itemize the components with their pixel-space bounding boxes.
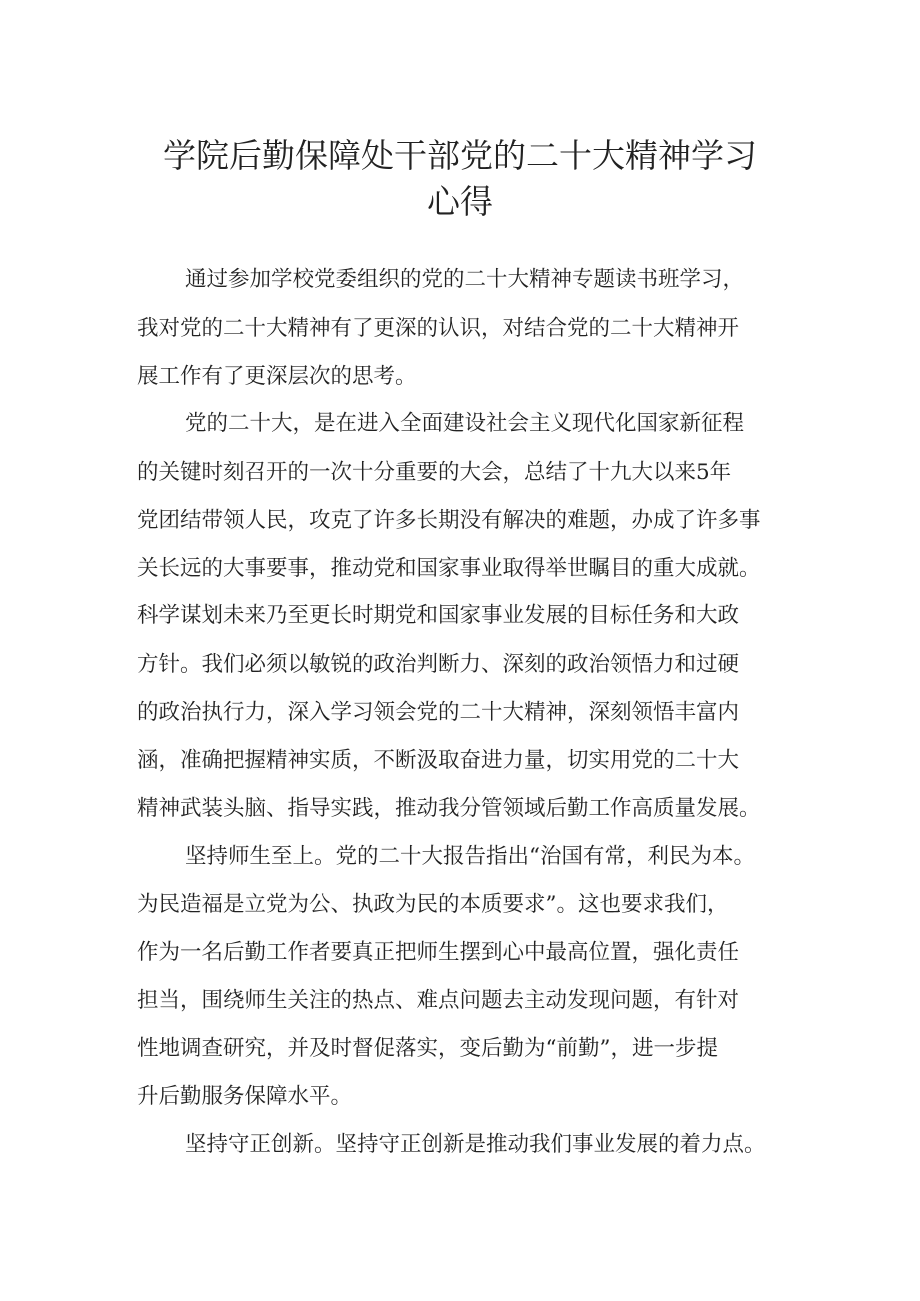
body-line: 坚持师生至上。党的二十大报告指出“治国有常，利民为本。	[185, 844, 755, 869]
body-line: 的政治执行力，深入学习领会党的二十大精神，深刻领悟丰富内	[137, 700, 740, 725]
body-line: 展工作有了更深层次的思考。	[137, 364, 417, 389]
body-line: 党的二十大，是在进入全面建设社会主义现代化国家新征程	[185, 411, 745, 436]
body-line: 我对党的二十大精神有了更深的认识，对结合党的二十大精神开	[137, 316, 740, 341]
body-line: 为民造福是立党为公、执政为民的本质要求”。这也要求我们，	[137, 892, 729, 917]
document-title-line-1: 学院后勤保障处干部党的二十大精神学习	[163, 136, 757, 175]
body-line: 涵，准确把握精神实质，不断汲取奋进力量，切实用党的二十大	[137, 748, 740, 773]
body-line: 关长远的大事要事，推动党和国家事业取得举世瞩目的重大成就。	[137, 556, 761, 581]
body-line: 性地调查研究，并及时督促落实，变后勤为“前勤”，进一步提	[137, 1036, 718, 1061]
body-line: 担当，围绕师生关注的热点、难点问题去主动发现问题，有针对	[137, 988, 740, 1013]
body-line: 通过参加学校党委组织的党的二十大精神专题读书班学习，	[185, 267, 745, 292]
body-line: 作为一名后勤工作者要真正把师生摆到心中最高位置，强化责任	[137, 940, 740, 965]
body-line: 的关键时刻召开的一次十分重要的大会，总结了十九大以来5年	[137, 460, 732, 485]
body-line: 方针。我们必须以敏锐的政治判断力、深刻的政治领悟力和过硬	[137, 652, 740, 677]
document-title-line-2: 心得	[427, 182, 493, 221]
body-line: 升后勤服务保障水平。	[137, 1084, 353, 1109]
body-line: 科学谋划未来乃至更长时期党和国家事业发展的目标任务和大政	[137, 603, 740, 628]
body-line: 党团结带领人民，攻克了许多长期没有解决的难题，办成了许多事	[137, 508, 761, 533]
body-line: 精神武装头脑、指导实践，推动我分管领域后勤工作高质量发展。	[137, 796, 761, 821]
body-line: 坚持守正创新。坚持守正创新是推动我们事业发展的着力点。	[185, 1132, 766, 1157]
